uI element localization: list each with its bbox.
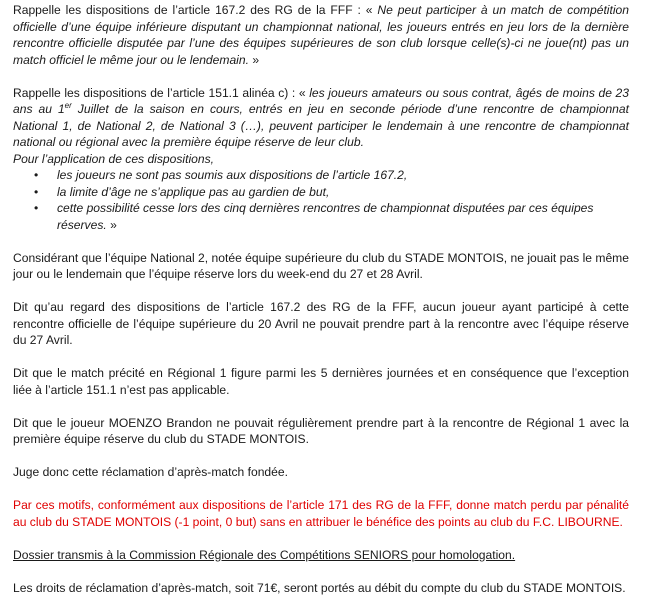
list-item bbox=[13, 184, 629, 201]
list-item-text: la limite d’âge ne s’applique pas au gardien de but, bbox=[57, 185, 329, 199]
bullet-icon: • bbox=[34, 200, 38, 217]
claim-judgement: Juge donc cette réclamation d’après-match fondée. bbox=[13, 464, 629, 481]
article-167-2-paragraph bbox=[13, 2, 629, 68]
list-item-text: cette possibilité cesse lors des cinq dernières rencontres de championnat disputées par ces équipes réserves. bbox=[57, 201, 593, 232]
quote-close: » bbox=[107, 218, 117, 232]
article-167-2-quote: Ne peut participer à un match de compétition officielle d’une équipe inférieure disputant un championnat national, les joueurs entrés en jeu lors de la dernière rencontre officielle disputée par l’une des équipes supérieures de son club lorsque celle(s)-ci ne joue(nt) pas un match officiel le même jour ou le lendemain. bbox=[13, 3, 629, 67]
article-151-1-paragraph bbox=[13, 85, 629, 151]
decision-paragraph: Par ces motifs, conformément aux dispositions de l’article 171 des RG de la FFF, donne match perdu par pénalité au club du STADE MONTOIS (-1 point, 0 but) sans en attribuer le bénéfice des points au club du F.C. LIBOURNE. bbox=[13, 497, 629, 530]
ruling-151-1-paragraph: Dit que le match précité en Régional 1 figure parmi les 5 dernières journées et en conséquence que l’exception liée à l’article 151.1 n’est pas applicable. bbox=[13, 365, 629, 398]
dispositions-list bbox=[13, 167, 629, 233]
article-151-1-intro: Rappelle les dispositions de l’article 151.1 alinéa c) : « bbox=[13, 86, 309, 100]
article-167-2-close: » bbox=[249, 53, 259, 67]
transmission-text: Dossier transmis à la Commission Régionale des Compétitions SENIORS pour homologation. bbox=[13, 548, 515, 562]
bullet-icon: • bbox=[34, 167, 38, 184]
ruling-167-2-paragraph: Dit qu’au regard des dispositions de l’article 167.2 des RG de la FFF, aucun joueur ayant participé à cette rencontre officielle de l’équipe supérieure du 20 Avril ne pouvait prendre part à la rencontre avec l’équipe réserve du 27 Avril. bbox=[13, 299, 629, 349]
application-intro: Pour l’application de ces dispositions, bbox=[13, 151, 629, 168]
list-item bbox=[13, 167, 629, 184]
article-151-1-quote-a: les joueurs amateurs ou sous contrat, âgés de moins de 23 ans au 1 bbox=[13, 86, 629, 117]
transmission-notice bbox=[13, 547, 629, 564]
document-body bbox=[13, 2, 629, 596]
considering-paragraph: Considérant que l’équipe National 2, notée équipe supérieure du club du STADE MONTOIS, ne jouait pas le même jour ou le lendemain que l’équipe réserve lors du week-end du 27 et 28 Avril. bbox=[13, 250, 629, 283]
list-item bbox=[13, 200, 629, 233]
ordinal-superscript: er bbox=[65, 101, 72, 110]
list-item-text: les joueurs ne sont pas soumis aux dispositions de l’article 167.2, bbox=[57, 168, 407, 182]
player-ruling-paragraph: Dit que le joueur MOENZO Brandon ne pouvait régulièrement prendre part à la rencontre de Régional 1 avec la première équipe réserve du club du STADE MONTOIS. bbox=[13, 415, 629, 448]
fees-paragraph: Les droits de réclamation d’après-match, soit 71€, seront portés au débit du compte du club du STADE MONTOIS. bbox=[13, 580, 629, 596]
article-151-1-quote-b: Juillet de la saison en cours, entrés en jeu en seconde période d’une rencontre de championnat National 1, de National 2, de National 3 (…), peuvent participer le lendemain à une rencontre de championnat national ou régional avec la première équipe réserve de leur club. bbox=[13, 102, 629, 149]
bullet-icon: • bbox=[34, 184, 38, 201]
article-167-2-intro: Rappelle les dispositions de l’article 167.2 des RG de la FFF : « bbox=[13, 3, 377, 17]
